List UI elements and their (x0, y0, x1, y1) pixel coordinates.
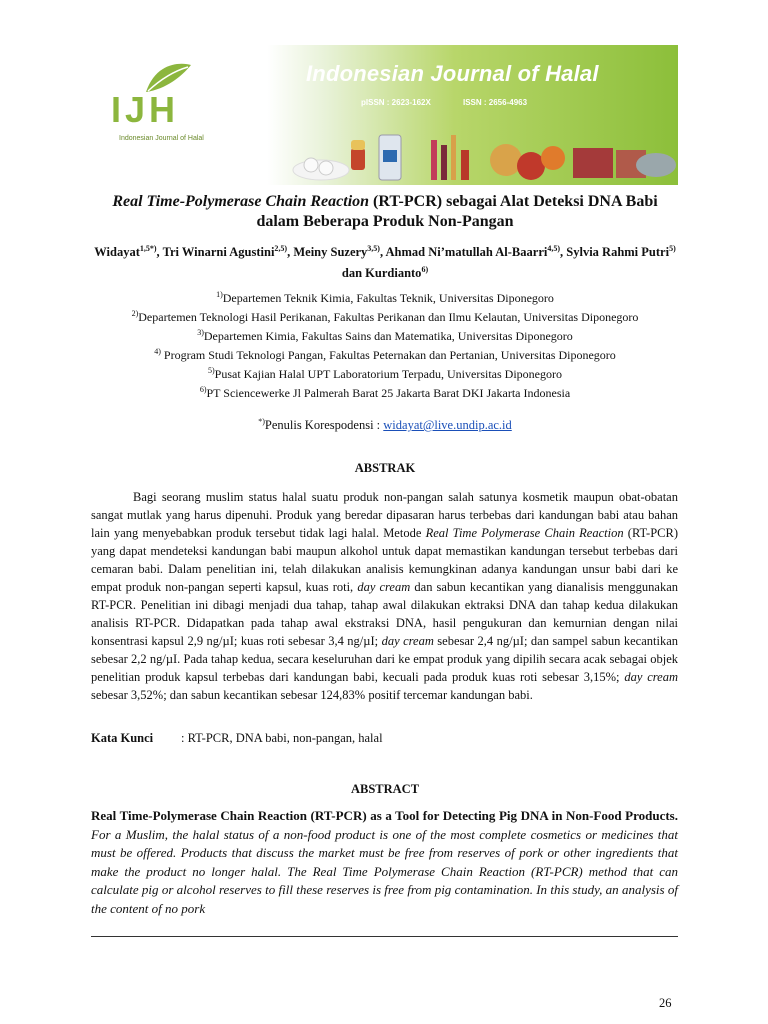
corresponding-author: *)Penulis Korespodensi : widayat@live.undip.ac.id (258, 417, 512, 433)
affiliation: $^{4)}$ Program Studi Teknologi Pangan, Fakultas Peternakan dan Pertanian, Universitas Diponegoro (154, 347, 616, 362)
abstrak-body: Bagi seorang muslim status halal suatu produk non-pangan salah satunya kosmetik maupun obat-obatan sangat mutlak yang harus dipenuhi. Produk yang beredar dipasaran harus terbebas dari kandungan babi atau bahan lain yang menyebabkan produk tersebut tidak lagi halal. Metode Real Time Polymerase Chain Reaction (RT-PCR) yang dapat mendeteksi kandungan babi maupun alkohol untuk dapat memastikan kandungan tersebut terbebas dari cemaran babi. Dalam penelitian ini, telah dilakukan analisis kemungkinan adanya kandungan unsur babi dari ke empat produk non-pangan seperti kapsul, kuas roti, day cream dan sabun kecantikan yang dianalisis menggunakan RT-PCR. Penelitian ini dibagi menjadi dua tahap, tahap awal dilakukan ektraksi DNA dan tahap kedua dilakukan analisis RT-PCR. Didapatkan pada tahap awal ekstraksi DNA, hasil pengukuran dan kemurnian dengan nilai konsentrasi kapsul 2,9 ng/µI; kuas roti sebesar 3,4 ng/µI; day cream sebesar 2,4 ng/µI; dan sampel sabun kecantikan sebesar 2,2 ng/µI. Pada tahap kedua, secara keseluruhan dari ke empat produk yang dipilih secara acak sebagai objek penelitian produk kapsul terbebas dari kandungan babi, kecuali pada produk kuas roti sebesar 3,15%; day cream sebesar 3,52%; dan sabun kecantikan sebesar 124,83% positif tercemar kandungan babi. (91, 490, 679, 702)
author: Widayat (94, 245, 140, 260)
affiliation: $^{6)}$PT Sciencewerke Jl Palmerah Barat 25 Jakarta Barat DKI Jakarta Indonesia (199, 385, 571, 400)
author: Kurdianto (365, 266, 422, 281)
keywords-label: Kata Kunci (91, 731, 154, 745)
footnote-divider (91, 936, 678, 937)
email-link[interactable]: widayat@live.undip.ac.id (383, 418, 512, 433)
product-photo-strip (291, 120, 678, 185)
page-number: 26 (659, 996, 672, 1010)
keywords-value: : RT-PCR, DNA babi, non-pangan, halal (181, 731, 383, 745)
article-title: Real Time-Polymerase Chain Reaction (RT-PCR) sebagai Alat Deteksi DNA Babi dalam Beberapa Produk Non-Pangan (112, 193, 658, 230)
eissn: ISSN : 2656-4963 (463, 98, 528, 107)
author: Meiny Suzery (293, 245, 368, 260)
abstrak-heading: ABSTRAK (354, 461, 416, 475)
author: Ahmad Ni’matullah Al-Baarri (385, 245, 548, 260)
logo-subtitle: Indonesian Journal of Halal (119, 135, 204, 142)
author: Tri Winarni Agustini (162, 245, 275, 260)
journal-banner (91, 45, 678, 185)
author-list: Widayat$^{1,5*)}$, Tri Winarni Agustini$^{2,5)}$, Meiny Suzery$^{3,5)}$, Ahmad Ni’matullah Al-Baarri$^{4,5)}$, Sylvia Rahmi Putri$^{5)}$ dan Kurdianto$^{6)}$ (94, 244, 676, 281)
abstract-heading: ABSTRACT (350, 782, 420, 796)
journal-title: Indonesian Journal of Halal (306, 61, 599, 86)
logo-text: IJH (111, 89, 180, 130)
affiliation-list (92, 287, 678, 401)
affiliation: $^{1)}$Departemen Teknik Kimia, Fakultas Teknik, Universitas Diponegoro (216, 290, 554, 305)
affiliation: $^{5)}$Pusat Kajian Halal UPT Laboratorium Terpadu, Universitas Diponegoro (208, 366, 562, 381)
affiliation: $^{3)}$Departemen Kimia, Fakultas Sains dan Matematika, Universitas Diponegoro (197, 328, 573, 343)
abstract-body: Real Time-Polymerase Chain Reaction (RT-PCR) as a Tool for Detecting Pig DNA in Non-Food Products. For a Muslim, the halal status of a non-food product is one of the most complete cosmetics or medicines that must be offered. Products that discuss the market must be free from reserves of pork or other ingredients that make the product no longer halal. The Real Time Polymerase Chain Reaction (RT-PCR) method that can calculate pig or alcohol reserves to fill these reserves is free from pig contamination. In this study, an analysis of the content of no pork (91, 808, 678, 916)
affiliation: $^{2)}$Departemen Teknologi Hasil Perikanan, Fakultas Perikanan dan Ilmu Kelautan, Universitas Diponegoro (131, 309, 639, 324)
pissn: pISSN : 2623-162X (361, 98, 431, 107)
keywords (91, 731, 383, 746)
author: Sylvia Rahmi Putri (566, 245, 670, 260)
